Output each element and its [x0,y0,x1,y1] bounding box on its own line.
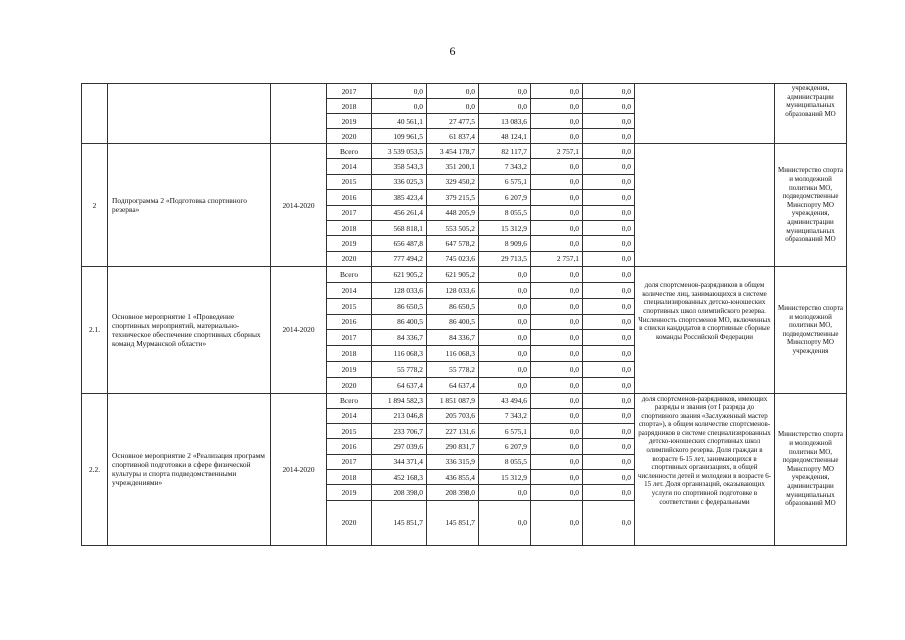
period: 2014-2020 [271,267,327,393]
amount-cell: 61 837,4 [427,129,479,144]
amount-cell: 0,0 [531,159,583,174]
amount-cell: 0,0 [583,174,635,189]
amount-cell: 0,0 [479,485,531,500]
year-cell: 2020 [327,500,372,545]
amount-cell: 15 312,9 [479,220,531,235]
amount-cell: 6 575,1 [479,174,531,189]
amount-cell: 621 905,2 [427,267,479,283]
amount-cell: 0,0 [531,84,583,99]
row-code [82,84,108,144]
amount-cell: 379 215,5 [427,190,479,205]
budget-table [81,83,847,546]
amount-cell: 0,0 [583,282,635,298]
amount-cell: 64 637,4 [427,377,479,393]
amount-cell: 0,0 [583,99,635,114]
amount-cell: 0,0 [531,129,583,144]
amount-cell: 43 494,6 [479,393,531,408]
amount-cell: 0,0 [583,346,635,362]
amount-cell: 0,0 [531,500,583,545]
indicator: доля спортсменов-разрядников, имеющих разряды и звания (от I разряда до спортивного звания «Заслуженный мастер спорта»), в общем количестве спортсменов-разрядников в системе специализированных детско-юношеских спортивных школ олимпийского резерва. Доля граждан в возрасте 6-15 лет, занимающихся в спортивных организациях, в общей численности детей и молодежи в возрасте 6-15 лет. Доля организаций, оказывающих услуги по спортивной подготовке в соответствии с федеральными [635,393,775,545]
row-code: 2.1. [82,267,108,393]
amount-cell: 621 905,2 [372,267,427,283]
year-cell: 2016 [327,314,372,330]
amount-cell: 116 068,3 [372,346,427,362]
amount-cell: 0,0 [531,267,583,283]
amount-cell: 27 477,5 [427,114,479,129]
amount-cell: 0,0 [531,220,583,235]
amount-cell: 0,0 [531,377,583,393]
amount-cell: 0,0 [583,454,635,469]
amount-cell: 208 398,0 [372,485,427,500]
amount-cell: 109 961,5 [372,129,427,144]
amount-cell: 0,0 [583,236,635,251]
amount-cell: 0,0 [583,267,635,283]
row-code: 2 [82,144,108,267]
amount-cell: 8 055,5 [479,205,531,220]
amount-cell: 0,0 [531,298,583,314]
responsible: учреждения, администрации муниципальных образований МО [775,84,847,144]
amount-cell: 213 046,8 [372,408,427,423]
amount-cell: 0,0 [583,469,635,484]
amount-cell: 0,0 [583,424,635,439]
amount-cell: 0,0 [583,377,635,393]
amount-cell: 55 778,2 [427,361,479,377]
amount-cell: 8 055,5 [479,454,531,469]
amount-cell: 48 124,1 [479,129,531,144]
amount-cell: 1 851 087,9 [427,393,479,408]
amount-cell: 0,0 [583,205,635,220]
amount-cell: 8 909,6 [479,236,531,251]
amount-cell: 1 894 582,3 [372,393,427,408]
amount-cell: 0,0 [531,454,583,469]
period [271,84,327,144]
amount-cell: 0,0 [583,393,635,408]
responsible: Министерство спорта и молодежной политики МО, подведомственные Минспорту МО учреждения [775,267,847,393]
amount-cell: 0,0 [479,282,531,298]
amount-cell: 452 168,3 [372,469,427,484]
amount-cell: 6 575,1 [479,424,531,439]
amount-cell: 777 494,2 [372,251,427,266]
year-cell: Всего [327,393,372,408]
amount-cell: 0,0 [583,298,635,314]
row-code: 2.2. [82,393,108,545]
period: 2014-2020 [271,393,327,545]
amount-cell: 656 487,8 [372,236,427,251]
year-cell: 2014 [327,408,372,423]
amount-cell: 0,0 [531,236,583,251]
amount-cell: 0,0 [531,174,583,189]
amount-cell: 13 083,6 [479,114,531,129]
amount-cell: 6 207,9 [479,190,531,205]
amount-cell: 0,0 [531,408,583,423]
amount-cell: 0,0 [531,282,583,298]
amount-cell: 0,0 [479,361,531,377]
amount-cell: 0,0 [531,469,583,484]
amount-cell: 0,0 [583,220,635,235]
year-cell: 2016 [327,190,372,205]
amount-cell: 0,0 [531,330,583,346]
amount-cell: 297 039,6 [372,439,427,454]
amount-cell: 145 851,7 [372,500,427,545]
amount-cell: 0,0 [531,361,583,377]
amount-cell: 0,0 [583,330,635,346]
amount-cell: 0,0 [479,314,531,330]
year-cell: 2015 [327,424,372,439]
amount-cell: 436 855,4 [427,469,479,484]
amount-cell: 116 068,3 [427,346,479,362]
measure-name: Основное мероприятие 2 «Реализация программ спортивной подготовки в сфере физической культуры и спорта подведомственными учреждениями» [108,393,271,545]
amount-cell: 208 398,0 [427,485,479,500]
amount-cell: 0,0 [531,314,583,330]
amount-cell: 3 539 053,5 [372,144,427,159]
year-cell: Всего [327,144,372,159]
year-cell: 2017 [327,205,372,220]
year-cell: 2019 [327,236,372,251]
amount-cell: 385 423,4 [372,190,427,205]
amount-cell: 0,0 [583,144,635,159]
amount-cell: 448 205,9 [427,205,479,220]
measure-name: Подпрограмма 2 «Подготовка спортивного резерва» [108,144,271,267]
amount-cell: 0,0 [427,99,479,114]
amount-cell: 29 713,5 [479,251,531,266]
year-cell: 2017 [327,454,372,469]
amount-cell: 2 757,1 [531,144,583,159]
amount-cell: 205 703,6 [427,408,479,423]
table-row [82,393,847,408]
amount-cell: 329 450,2 [427,174,479,189]
indicator [635,84,775,144]
table-row [82,84,847,99]
amount-cell: 0,0 [583,159,635,174]
amount-cell: 145 851,7 [427,500,479,545]
amount-cell: 86 400,5 [427,314,479,330]
amount-cell: 553 505,2 [427,220,479,235]
amount-cell: 0,0 [583,190,635,205]
amount-cell: 0,0 [479,267,531,283]
amount-cell: 40 561,1 [372,114,427,129]
year-cell: 2019 [327,485,372,500]
amount-cell: 0,0 [479,84,531,99]
amount-cell: 647 578,2 [427,236,479,251]
amount-cell: 336 025,3 [372,174,427,189]
amount-cell: 0,0 [583,129,635,144]
amount-cell: 128 033,6 [372,282,427,298]
year-cell: 2018 [327,469,372,484]
year-cell: 2018 [327,99,372,114]
year-cell: 2019 [327,361,372,377]
amount-cell: 0,0 [479,500,531,545]
amount-cell: 344 371,4 [372,454,427,469]
year-cell: 2015 [327,174,372,189]
amount-cell: 336 315,9 [427,454,479,469]
measure-name [108,84,271,144]
page-number: 6 [449,44,456,58]
amount-cell: 7 343,2 [479,408,531,423]
amount-cell: 0,0 [531,114,583,129]
year-cell: 2020 [327,377,372,393]
amount-cell: 0,0 [372,99,427,114]
amount-cell: 0,0 [583,500,635,545]
amount-cell: 0,0 [531,99,583,114]
year-cell: Всего [327,267,372,283]
amount-cell: 0,0 [583,251,635,266]
year-cell: 2018 [327,220,372,235]
amount-cell: 0,0 [531,190,583,205]
measure-name: Основное мероприятие 1 «Проведение спортивных мероприятий, материально-техническое обеспечение спортивных сборных команд Мурманской области» [108,267,271,393]
amount-cell: 0,0 [583,114,635,129]
amount-cell: 0,0 [531,346,583,362]
responsible: Министерство спорта и молодежной политики МО, подведомственные Минспорту МО учреждения, администрации муниципальных образований МО [775,393,847,545]
amount-cell: 456 261,4 [372,205,427,220]
year-cell: 2014 [327,159,372,174]
amount-cell: 745 023,6 [427,251,479,266]
amount-cell: 233 706,7 [372,424,427,439]
amount-cell: 0,0 [531,485,583,500]
amount-cell: 6 207,9 [479,439,531,454]
amount-cell: 15 312,9 [479,469,531,484]
amount-cell: 290 831,7 [427,439,479,454]
amount-cell: 0,0 [583,361,635,377]
amount-cell: 3 454 178,7 [427,144,479,159]
amount-cell: 0,0 [583,314,635,330]
amount-cell: 0,0 [479,99,531,114]
table-row [82,144,847,159]
amount-cell: 358 543,3 [372,159,427,174]
amount-cell: 7 343,2 [479,159,531,174]
amount-cell: 568 818,1 [372,220,427,235]
year-cell: 2017 [327,330,372,346]
year-cell: 2020 [327,251,372,266]
amount-cell: 227 131,6 [427,424,479,439]
amount-cell: 82 117,7 [479,144,531,159]
period: 2014-2020 [271,144,327,267]
responsible: Министерство спорта и молодежной политики МО, подведомственные Минспорту МО учреждения, администрации муниципальных образований МО [775,144,847,267]
amount-cell: 0,0 [583,485,635,500]
year-cell: 2018 [327,346,372,362]
amount-cell: 0,0 [531,393,583,408]
year-cell: 2020 [327,129,372,144]
amount-cell: 0,0 [427,84,479,99]
year-cell: 2015 [327,298,372,314]
amount-cell: 2 757,1 [531,251,583,266]
amount-cell: 84 336,7 [427,330,479,346]
amount-cell: 351 200,1 [427,159,479,174]
amount-cell: 0,0 [479,330,531,346]
amount-cell: 0,0 [479,377,531,393]
amount-cell: 86 400,5 [372,314,427,330]
amount-cell: 0,0 [479,346,531,362]
amount-cell: 0,0 [531,205,583,220]
amount-cell: 0,0 [479,298,531,314]
table-row [82,267,847,283]
amount-cell: 0,0 [531,424,583,439]
amount-cell: 0,0 [583,439,635,454]
amount-cell: 128 033,6 [427,282,479,298]
amount-cell: 84 336,7 [372,330,427,346]
year-cell: 2019 [327,114,372,129]
amount-cell: 86 650,5 [372,298,427,314]
amount-cell: 0,0 [583,84,635,99]
amount-cell: 86 650,5 [427,298,479,314]
year-cell: 2017 [327,84,372,99]
amount-cell: 55 778,2 [372,361,427,377]
year-cell: 2014 [327,282,372,298]
indicator [635,144,775,267]
amount-cell: 0,0 [531,439,583,454]
amount-cell: 0,0 [583,408,635,423]
year-cell: 2016 [327,439,372,454]
amount-cell: 64 637,4 [372,377,427,393]
amount-cell: 0,0 [372,84,427,99]
indicator: доля спортсменов-разрядников в общем количестве лиц, занимающихся в системе специализированных детско-юношеских спортивных школ олимпийского резерва. Численность спортсменов МО, включенных в списки кандидатов в спортивные сборные команды Российской Федерации [635,267,775,393]
